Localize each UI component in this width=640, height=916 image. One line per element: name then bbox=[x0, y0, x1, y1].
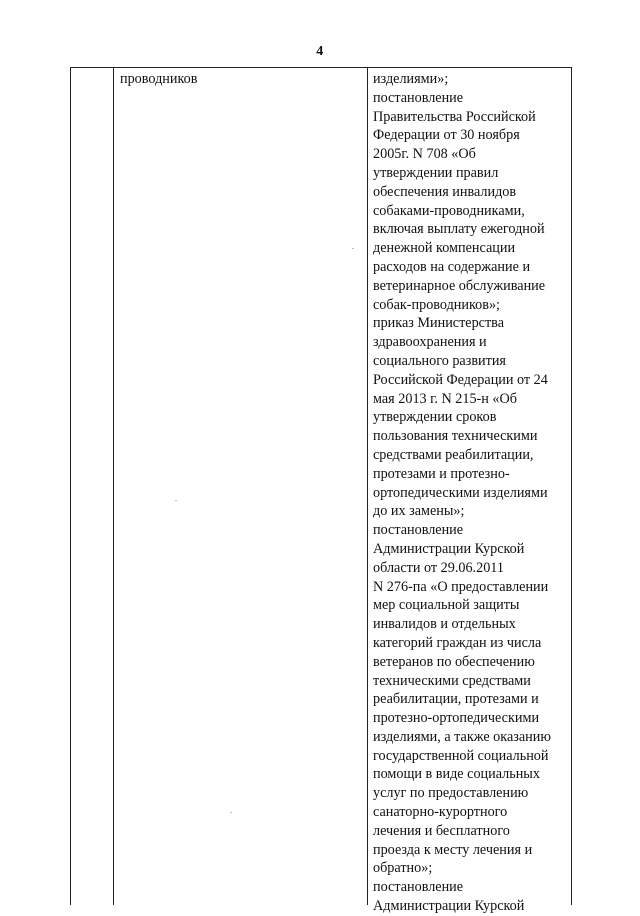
legal-text-line: приказ Министерства bbox=[373, 315, 504, 332]
legal-text-line: постановление bbox=[373, 89, 464, 106]
legal-text-line: услуг по предоставлению bbox=[373, 785, 529, 802]
legal-text-line: мая 2013 г. N 215-н «Об bbox=[373, 390, 517, 407]
legal-text-line: средствами реабилитации, bbox=[373, 446, 534, 463]
legal-text-line: денежной компенсации bbox=[373, 240, 516, 257]
table-cell-legal-basis bbox=[373, 70, 569, 916]
column-divider-1 bbox=[113, 68, 114, 905]
legal-text-line: санаторно-курортного bbox=[373, 804, 508, 821]
legal-text-line: включая выплату ежегодной bbox=[373, 221, 545, 238]
scan-speck bbox=[175, 500, 177, 501]
legal-text-line: 2005г. N 708 «Об bbox=[373, 146, 476, 163]
legal-text-line: ортопедическими изделиями bbox=[373, 484, 548, 501]
legal-text-line: техническими средствами bbox=[373, 672, 531, 689]
legal-text-line: собак-проводников»; bbox=[373, 296, 500, 313]
legal-text-line: социального развития bbox=[373, 352, 506, 369]
legal-text-line: Администрации Курской bbox=[373, 898, 525, 915]
legal-text-line: области от 29.06.2011 bbox=[373, 559, 504, 576]
legal-text-line: категорий граждан из числа bbox=[373, 634, 542, 651]
legal-text-line: инвалидов и отдельных bbox=[373, 616, 516, 633]
legal-text-line: протезами и протезно- bbox=[373, 465, 510, 482]
legal-text-line: утверждении правил bbox=[373, 164, 499, 181]
legal-text-line: изделиями, а также оказанию bbox=[373, 728, 551, 745]
table-cell-name bbox=[120, 70, 360, 89]
column-divider-2 bbox=[367, 68, 368, 905]
legal-text-line: Российской Федерации от 24 bbox=[373, 371, 548, 388]
legal-text-line: пользования техническими bbox=[373, 428, 538, 445]
legal-text-line: протезно-ортопедическими bbox=[373, 710, 540, 727]
scan-speck bbox=[230, 812, 232, 813]
legal-text-line: Правительства Российской bbox=[373, 108, 536, 125]
legal-text-line: проезда к месту лечения и bbox=[373, 841, 533, 858]
legal-text-line: собаками-проводниками, bbox=[373, 202, 525, 219]
scan-speck bbox=[352, 248, 354, 249]
legal-text-line: реабилитации, протезами и bbox=[373, 691, 539, 708]
legal-text-line: государственной социальной bbox=[373, 747, 549, 764]
page-number: 4 bbox=[316, 44, 324, 59]
document-table bbox=[70, 67, 572, 915]
legal-text-line: помощи в виде социальных bbox=[373, 766, 540, 783]
legal-text-line: до их замены»; bbox=[373, 503, 465, 520]
legal-text-line: расходов на содержание и bbox=[373, 258, 531, 275]
legal-text-line: Федерации от 30 ноября bbox=[373, 127, 520, 144]
legal-text-line: утверждении сроков bbox=[373, 409, 497, 426]
legal-text-line: ветеранов по обеспечению bbox=[373, 653, 535, 670]
cell-text: проводников bbox=[120, 71, 198, 87]
legal-text-line: здравоохранения и bbox=[373, 334, 487, 351]
legal-text-line: обеспечения инвалидов bbox=[373, 183, 517, 200]
legal-text-line: N 276-па «О предоставлении bbox=[373, 578, 549, 595]
legal-text-line: постановление bbox=[373, 522, 464, 539]
legal-text-line: постановление bbox=[373, 879, 464, 896]
legal-text-line: лечения и бесплатного bbox=[373, 822, 510, 839]
legal-text-line: обратно»; bbox=[373, 860, 433, 877]
legal-text-line: Администрации Курской bbox=[373, 540, 525, 557]
legal-text-line: изделиями»; bbox=[373, 71, 449, 87]
legal-text-line: мер социальной защиты bbox=[373, 597, 520, 614]
legal-text-line: ветеринарное обслуживание bbox=[373, 277, 546, 294]
